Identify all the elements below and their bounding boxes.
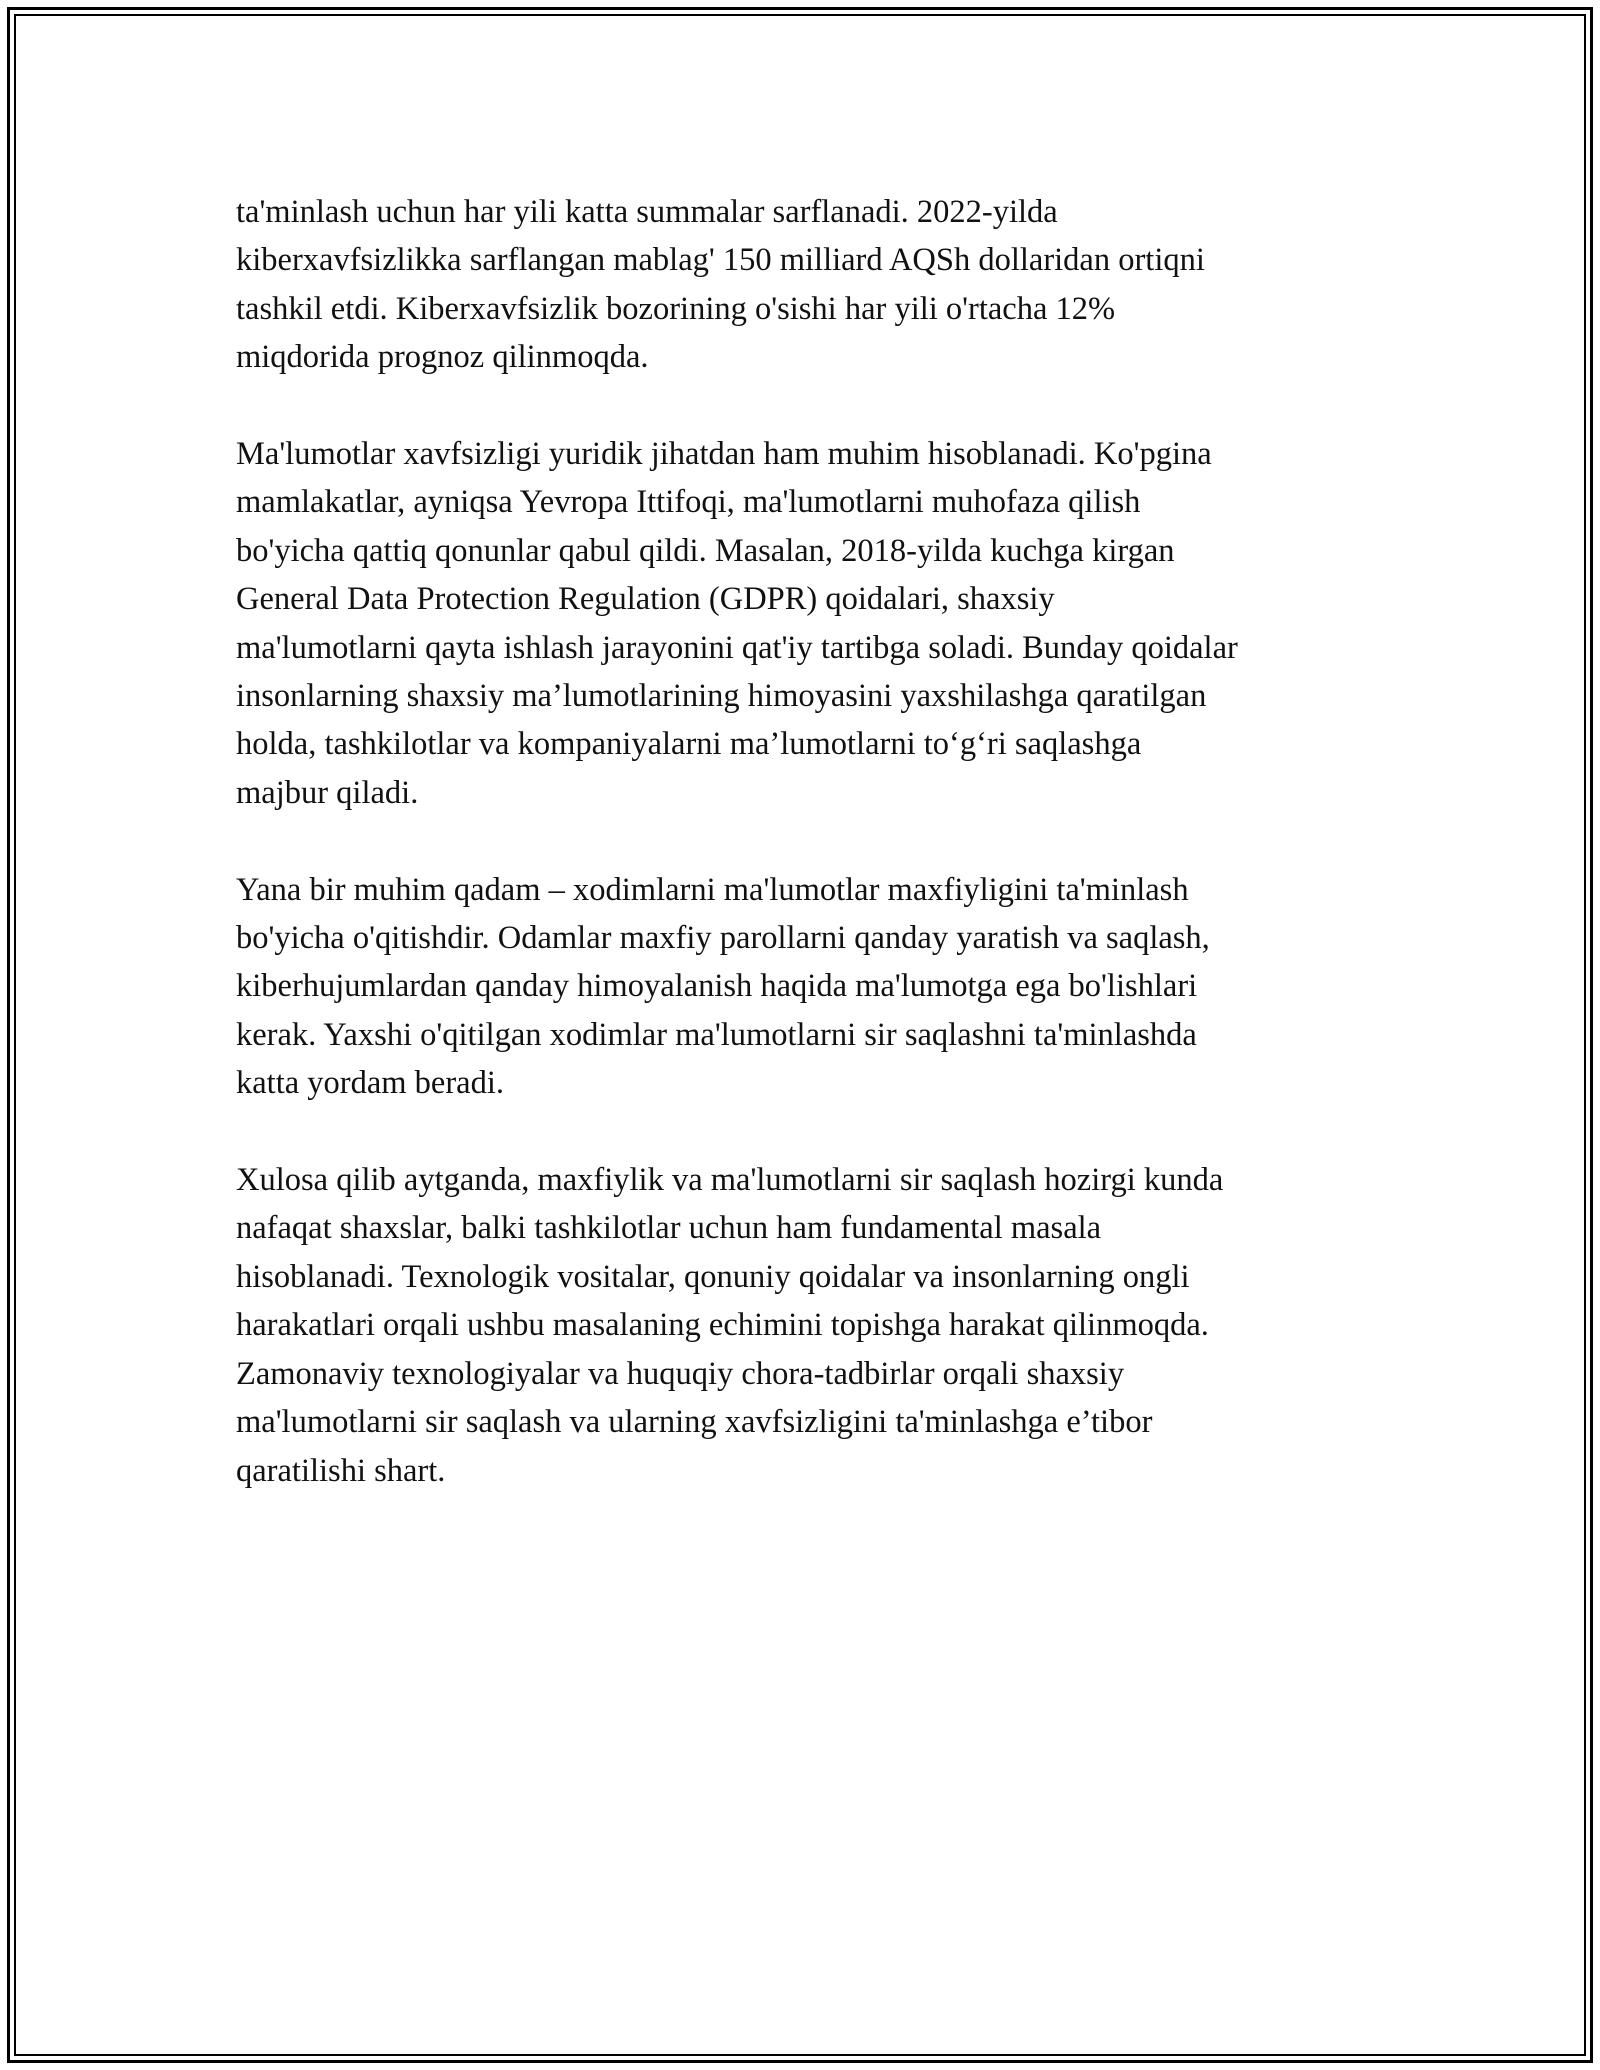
text-line: Xulosa qilib aytganda, maxfiylik va ma'lumotlarni sir saqlash hozirgi kunda: [236, 1162, 1224, 1199]
text-line: insonlarning shaxsiy ma’lumotlarining himoyasini yaxshilashga qaratilgan: [236, 678, 1207, 715]
text-line: mamlakatlar, ayniqsa Yevropa Ittifoqi, ma'lumotlarni muhofaza qilish: [236, 484, 1141, 521]
text-line: bo'yicha o'qitishdir. Odamlar maxfiy parollarni qanday yaratish va saqlash,: [236, 920, 1210, 957]
paragraph-3: [236, 866, 1396, 1108]
text-line: General Data Protection Regulation (GDPR) qoidalari, shaxsiy: [236, 581, 1055, 618]
text-line: holda, tashkilotlar va kompaniyalarni ma’lumotlarni to‘g‘ri saqlashga: [236, 726, 1142, 763]
text-line: miqdorida prognoz qilinmoqda.: [236, 339, 649, 376]
text-line: Ma'lumotlar xavfsizligi yuridik jihatdan ham muhim hisoblanadi. Ko'pgina: [236, 436, 1212, 473]
text-line: majbur qiladi.: [236, 774, 419, 811]
text-line: qaratilishi shart.: [236, 1452, 446, 1489]
paragraph-1: [236, 188, 1396, 382]
text-line: ma'lumotlarni sir saqlash va ularning xavfsizligini ta'minlashga e’tibor: [236, 1404, 1153, 1441]
document-body: [236, 188, 1396, 1543]
text-line: hisoblanadi. Texnologik vositalar, qonuniy qoidalar va insonlarning ongli: [236, 1258, 1190, 1295]
text-line: tashkil etdi. Kiberxavfsizlik bozorining o'sishi har yili o'rtacha 12%: [236, 290, 1116, 327]
text-line: ta'minlash uchun har yili katta summalar sarflanadi. 2022-yilda: [236, 194, 1058, 230]
text-line: Zamonaviy texnologiyalar va huquqiy chora-tadbirlar orqali shaxsiy: [236, 1355, 1125, 1392]
text-line: harakatlari orqali ushbu masalaning echimini topishga harakat qilinmoqda.: [236, 1307, 1209, 1344]
text-line: nafaqat shaxslar, balki tashkilotlar uchun ham fundamental masala: [236, 1210, 1102, 1247]
paragraph-4: [236, 1156, 1396, 1495]
text-line: kerak. Yaxshi o'qitilgan xodimlar ma'lumotlarni sir saqlashni ta'minlashda: [236, 1016, 1197, 1053]
text-line: ma'lumotlarni qayta ishlash jarayonini qat'iy tartibga soladi. Bunday qoidalar: [236, 629, 1238, 666]
paragraph-2: [236, 430, 1396, 817]
text-line: kiberhujumlardan qanday himoyalanish haqida ma'lumotga ega bo'lishlari: [236, 968, 1198, 1005]
text-line: kiberxavfsizlikka sarflangan mablag' 150 milliard AQSh dollaridan ortiqni: [236, 242, 1205, 279]
text-line: bo'yicha qattiq qonunlar qabul qildi. Masalan, 2018-yilda kuchga kirgan: [236, 532, 1175, 569]
text-line: Yana bir muhim qadam – xodimlarni ma'lumotlar maxfiyligini ta'minlash: [236, 871, 1189, 908]
text-line: katta yordam beradi.: [236, 1065, 505, 1102]
